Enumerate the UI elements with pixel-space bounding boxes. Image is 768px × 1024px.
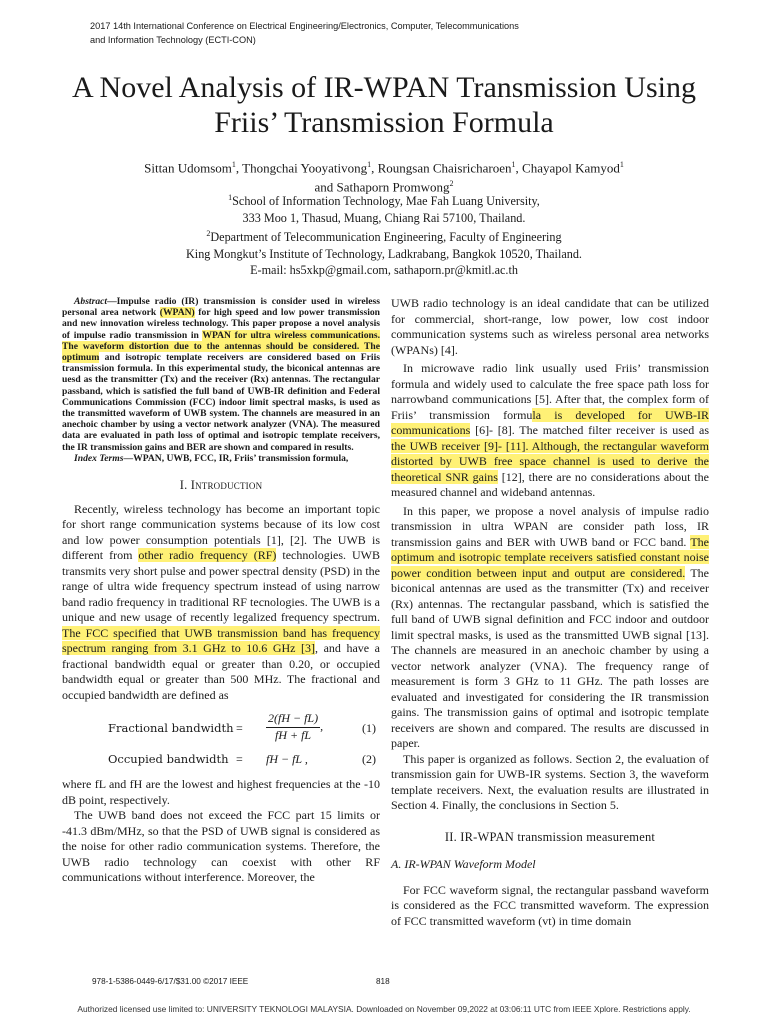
paragraph	[391, 361, 709, 501]
license-notice: Authorized licensed use limited to: UNIVERSITY TEKNOLOGI MALAYSIA. Downloaded on November 09,2022 at 03:06:11 UTC from IEEE Xplore. Restrictions apply.	[77, 1004, 691, 1014]
title-line-1: A Novel Analysis of IR-WPAN Transmission Using	[72, 71, 696, 104]
paragraph: This paper is organized as follows. Section 2, the evaluation of transmission gain for UWB-IR systems. Section 3, the waveform template receivers. Next, the evaluation results are illustrated in Section 4. Finally, the conclusions in Section 5.	[391, 751, 709, 812]
affiliations	[40, 190, 728, 279]
paragraph-text: technologies. UWB transmits very short pulse and power spectral density (PSD) in the range of ultra wide frequency spectrum instead of using narrow band radio frequency in traditional RF tecnologies. The UWB is a unique and new usage of recently legalized frequency spectrum.	[62, 548, 381, 625]
affil-mark: 2	[206, 229, 211, 239]
affiliation-1-text: School of Information Technology, Mae Fah Luang University,	[232, 194, 540, 209]
abstract-label: Abstract	[74, 296, 108, 307]
highlight: la is developed for UWB-IR communications	[391, 407, 709, 437]
index-terms	[62, 453, 380, 464]
equation-lhs: Occupied bandwidth	[108, 752, 229, 767]
title-line-2: Friis’ Transmission Formula	[214, 106, 554, 139]
equation-2	[62, 749, 380, 775]
paragraph: The UWB band does not exceed the FCC part 15 limits or -41.3 dBm/MHz, so that the PSD of UWB signal is considered as the noise for other radio communication systems. Therefore, the UWB radio technology can coexist with other RF communications without interference. Moreover, the	[62, 808, 380, 885]
index-terms-label: Index Terms	[74, 452, 124, 464]
affiliation-2-text: Department of Telecommunication Engineering, Faculty of Engineering	[210, 230, 562, 245]
author-name: , Roungsan Chaisricharoen	[371, 160, 512, 176]
paragraph-text: Recently, wireless technology has become an important topic for short range communication systems because of its low cost and low power consumption potentials [1], [2]. The UWB is different from	[62, 501, 380, 563]
abstract-text: Impulse radio (IR) transmission is consider used in wireless personal area network	[62, 296, 380, 319]
paragraph-text: The biconical antennas are used as the transmitter (Tx) and receiver (Rx) antennas. The rectangular passband, which is satisfied the full band of UWB signal definition and FCC indoor and outdoor limit spectral masks, is used as the transmitted UWB signal [13]. The channels are measured in an anechoic chamber by using a vector network analyzer (VNA). The frequency range of measurement is form 3 GHz to 11 GHz. The path losses are evaluated and investigated for considering the IR transmission gains. The transmission gains of optimal and isotropic template receivers are shown and compared. The results are discussed in paper.	[391, 565, 709, 750]
highlight: The FCC specified that UWB transmission band has frequency spectrum ranging from 3.1 GHz to 10.6 GHz [3]	[62, 625, 380, 656]
author-affil-mark: 1	[231, 160, 236, 169]
paragraph-text: [12], there are no considerations about the measured channel and wideband antennas.	[391, 469, 710, 499]
paragraph-text: In microwave radio link usually used Friis’ transmission formula and widely used to calculate the free space path loss for narrowband communications [5]. After that, the complex form of Friis’ transmission formu	[391, 361, 709, 422]
equation-number: (1)	[362, 721, 376, 736]
highlight: the UWB receiver [9]- [11]. Although, the rectangular waveform distorted by UWB free space channel is used to derive the theoretical SNR gains	[391, 438, 709, 484]
conference-header	[90, 20, 710, 47]
affiliation-2	[40, 226, 728, 246]
conference-line-1: 2017 14th International Conference on Electrical Engineering/Electronics, Computer, Telecommunications	[90, 21, 519, 31]
subsection-heading: A. IR-WPAN Waveform Model	[391, 857, 536, 871]
page-number: 818	[376, 977, 390, 986]
paragraph-text: In this paper, we propose a novel analysis of impulse radio transmission in ultra WPAN are consider path loss, IR transmission gains and BER with UWB band or FCC band.	[391, 503, 709, 549]
paragraph-text: [6]- [8]. The matched filter receiver is used as	[470, 423, 709, 437]
highlight: WPAN for ultra wireless communications. The waveform distortion due to the antennas should be considered. The optimum	[62, 329, 380, 364]
author-affil-mark: 2	[449, 179, 454, 189]
highlight: (WPAN)	[159, 307, 195, 319]
abstract-text: for high speed and low power transmission and new innovation wireless technology. This paper propose a novel analysis of impulse radio transmission in	[62, 307, 380, 341]
equals-sign: =	[236, 721, 243, 736]
numerator: 2(fH − fL)	[266, 711, 320, 728]
contact-email: E-mail: hs5xkp@gmail.com, sathaporn.pr@kmitl.ac.th	[250, 263, 518, 278]
equation-tail: ,	[320, 718, 324, 733]
abstract	[62, 296, 380, 453]
index-terms-text: —WPAN, UWB, FCC, IR, Friis’ transmission formula,	[123, 452, 349, 464]
author-affil-mark: 1	[619, 160, 624, 169]
abstract-dash: —	[107, 296, 117, 307]
fraction	[266, 711, 320, 743]
author-affil-mark: 1	[511, 160, 516, 169]
equations	[62, 709, 380, 771]
paragraph	[62, 502, 380, 704]
paragraph	[391, 504, 709, 752]
author-affil-mark: 1	[367, 160, 372, 169]
equals-sign: =	[236, 752, 243, 767]
paragraph: where fL and fH are the lowest and highest frequencies at the -10 dB point, respectively.	[62, 777, 380, 807]
affiliation-2-address: King Mongkut’s Institute of Technology, Ladkrabang, Bangkok 10520, Thailand.	[186, 246, 582, 261]
highlight: The optimum and isotropic template receivers satisfied constant noise power condition between input and output are considered.	[391, 534, 709, 580]
conference-line-2: and Information Technology (ECTI-CON)	[90, 34, 256, 45]
section-heading-measurement: II. IR-WPAN transmission measurement	[444, 829, 656, 844]
author-name: and Sathaporn Promwong	[314, 179, 450, 195]
affiliation-1	[40, 190, 728, 210]
equation-rhs	[266, 711, 323, 743]
paper-title	[20, 70, 748, 140]
highlight: other radio frequency (RF)	[138, 548, 277, 563]
author-name: , Chayapol Kamyod	[515, 160, 620, 176]
equation-lhs: Fractional bandwidth	[108, 721, 234, 736]
abstract-text: and isotropic template receivers are considered based on Friis transmission formula. In this experimental study, the biconical antennas are uesd as the transmitter (Tx) and the receiver (Rx) antennas. The rectangular passband, which is satisfied the full band of UWB-IR definition and Federal Communications Commission (FCC) indoor limit spectral masks, is used as the transmitted waveform of UWB system. The channels are measured in an anechoic chamber by using a vector network analyzer (VNA). The measured data are evaluated in path loss of optimal and isotropic template receivers, the IR transmission gains and BER are shown and compared in results.	[62, 352, 380, 453]
author-line-1	[40, 157, 728, 176]
denominator: fH + fL	[275, 727, 312, 742]
footer-isbn: 978-1-5386-0449-6/17/$31.00 ©2017 IEEE	[92, 977, 249, 986]
paragraph: For FCC waveform signal, the rectangular passband waveform is considered as the FCC transmitted waveform. The expression of FCC transmitted waveform (vt) in time domain	[391, 882, 709, 928]
paragraph-text: , and have a fractional bandwidth equal or greater than 0.20, or occupied bandwidth equal or greater than 500 MHz. The fractional and occupied bandwidth are defined as	[62, 641, 380, 702]
affiliation-1-address: 333 Moo 1, Thasud, Muang, Chiang Rai 57100, Thailand.	[242, 210, 526, 225]
equation-rhs: fH − fL ,	[266, 752, 308, 767]
author-name: Sittan Udomsom	[144, 160, 232, 176]
right-column	[391, 296, 709, 929]
equation-1	[62, 711, 380, 742]
left-column	[62, 296, 380, 886]
equation-number: (2)	[362, 752, 376, 767]
author-name: , Thongchai Yooyativong	[235, 160, 368, 176]
paragraph: UWB radio technology is an ideal candidate that can be utilized for commercial, short-range, low power, low cost indoor communication systems such as wireless personal area networks (WPANs) [4].	[391, 296, 709, 357]
affil-mark: 1	[228, 193, 233, 202]
section-heading-introduction: I. Introduction	[179, 478, 263, 493]
